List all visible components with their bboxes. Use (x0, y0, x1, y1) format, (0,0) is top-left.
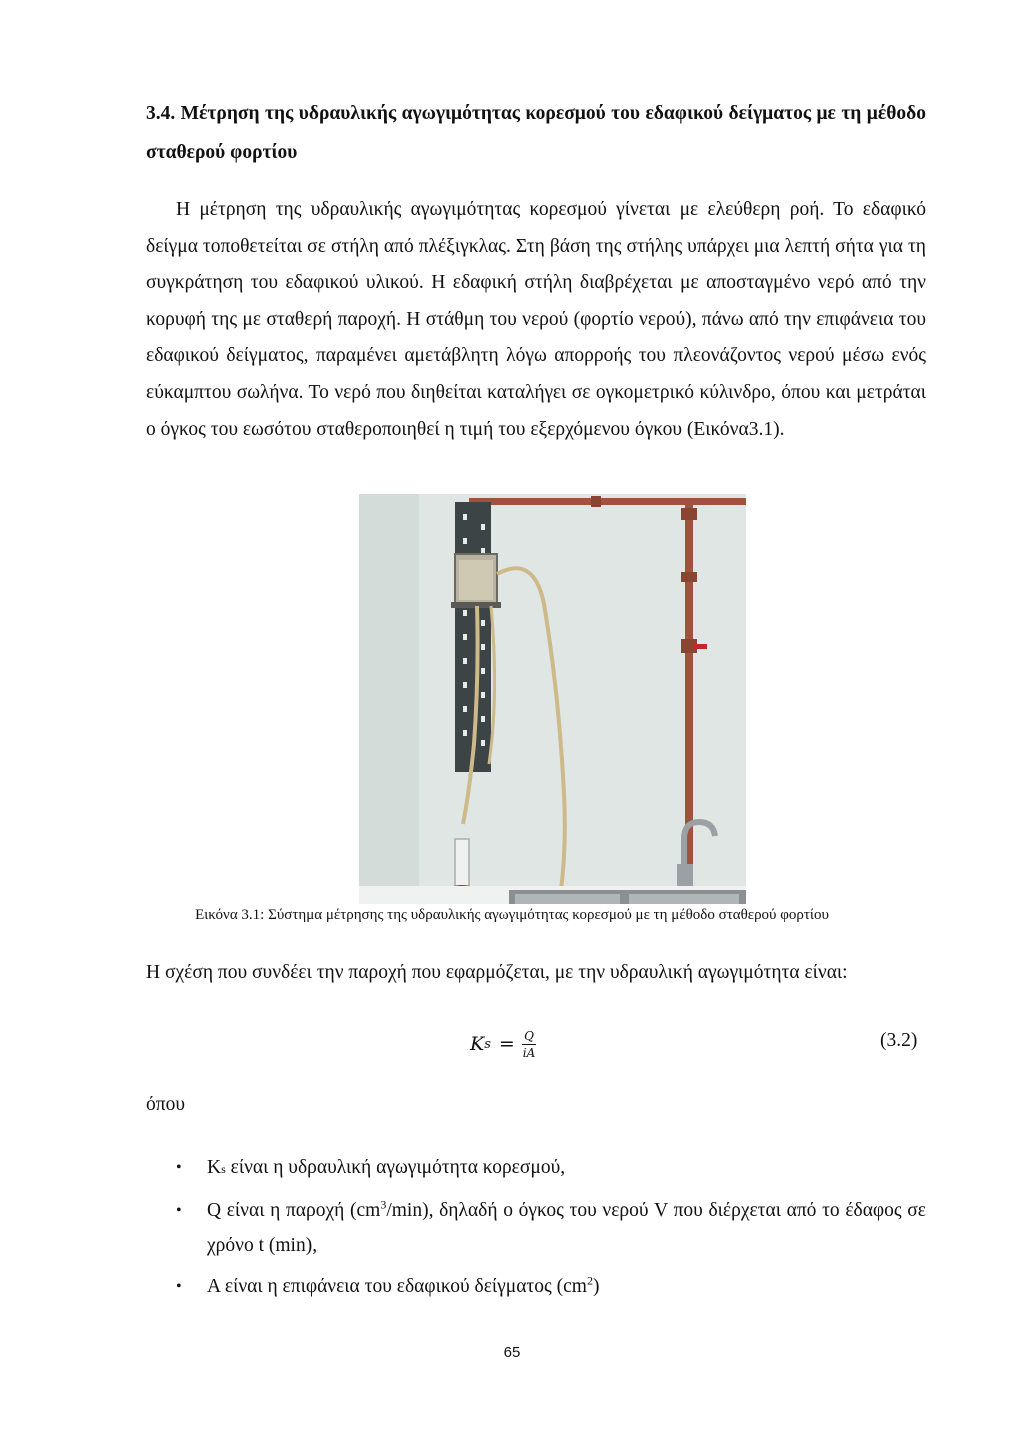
lab-apparatus-illustration (359, 494, 746, 904)
bullet-text: είναι η υδραυλική αγωγιμότητα κορεσμού, (225, 1157, 566, 1178)
equation-denominator: iA (522, 1045, 536, 1060)
bullet-sup: 2 (586, 1273, 593, 1288)
equation-intro: Η σχέση που συνδέει την παροχή που εφαρμόζεται, με την υδραυλική αγωγιμότητα είναι: (146, 962, 848, 983)
equation-3-2 (470, 1014, 537, 1074)
equation-number: (3.2) (880, 1030, 918, 1051)
body-paragraph: Η μέτρηση της υδραυλικής αγωγιμότητας κορεσμού γίνεται με ελεύθερη ροή. Το εδαφικό δείγμα τοποθετείται σε στήλη από πλέξιγκλας. Στη βάση της στήλης υπάρχει μια λεπτή σήτα για τη συγκράτηση του εδαφικού υλικού. Η εδαφική στήλη διαβρέχεται με αποσταγμένο νερό από την κορυφή της με σταθερή παροχή. Η στάθμη του νερού (φορτίο νερού), πάνω από την επιφάνεια του εδαφικού δείγματος, παραμένει αμετάβλητη λόγω απορροής του πλεονάζοντος νερού μέσω ενός εύκαμπτου σωλήνα. Το νερό που διηθείται καταλήγει σε ογκομετρικό κύλινδρο, όπου και μετράται ο όγκος του εωσότου σταθεροποιηθεί η τιμή του εξερχόμενου όγκου (Εικόνα3.1). (146, 199, 926, 440)
definitions-list (146, 1150, 926, 1310)
list-item (146, 1150, 926, 1187)
list-item (146, 1269, 926, 1304)
equation-lhs-sub: s (484, 1036, 491, 1052)
equation-equals: = (498, 1033, 515, 1055)
equation-lhs: K (470, 1033, 485, 1055)
section-heading: 3.4. Μέτρηση της υδραυλικής αγωγιμότητας κορεσμού του εδαφικού δείγματος με τη μέθοδο σταθερού φορτίου (146, 103, 926, 163)
bullet-symbol: K (207, 1157, 222, 1178)
bullet-symbol-sub: s (221, 1162, 226, 1176)
equation-numerator: Q (524, 1028, 534, 1043)
where-label: όπου (146, 1094, 185, 1115)
figure-photo (359, 494, 746, 904)
page-number: 65 (503, 1344, 521, 1361)
bullet-text: Α είναι η επιφάνεια του εδαφικού δείγματος (cm (207, 1276, 587, 1297)
bullet-icon: • (176, 1159, 182, 1176)
bullet-icon: • (176, 1278, 182, 1295)
equation-fraction (521, 1028, 538, 1061)
bullet-icon: • (176, 1202, 182, 1219)
bullet-text: Q είναι η παροχή (cm (207, 1200, 381, 1221)
list-item (146, 1193, 926, 1263)
bullet-text: ) (592, 1276, 600, 1297)
bullet-sup: 3 (380, 1197, 387, 1212)
bullet-text: /min), δηλαδή ο όγκος του νερού V που διέρχεται από το έδαφος σε χρόνο t (min), (207, 1200, 926, 1256)
figure-caption: Εικόνα 3.1: Σύστημα μέτρησης της υδραυλικής αγωγιμότητας κορεσμού με τη μέθοδο σταθερού φορτίου (195, 907, 829, 923)
